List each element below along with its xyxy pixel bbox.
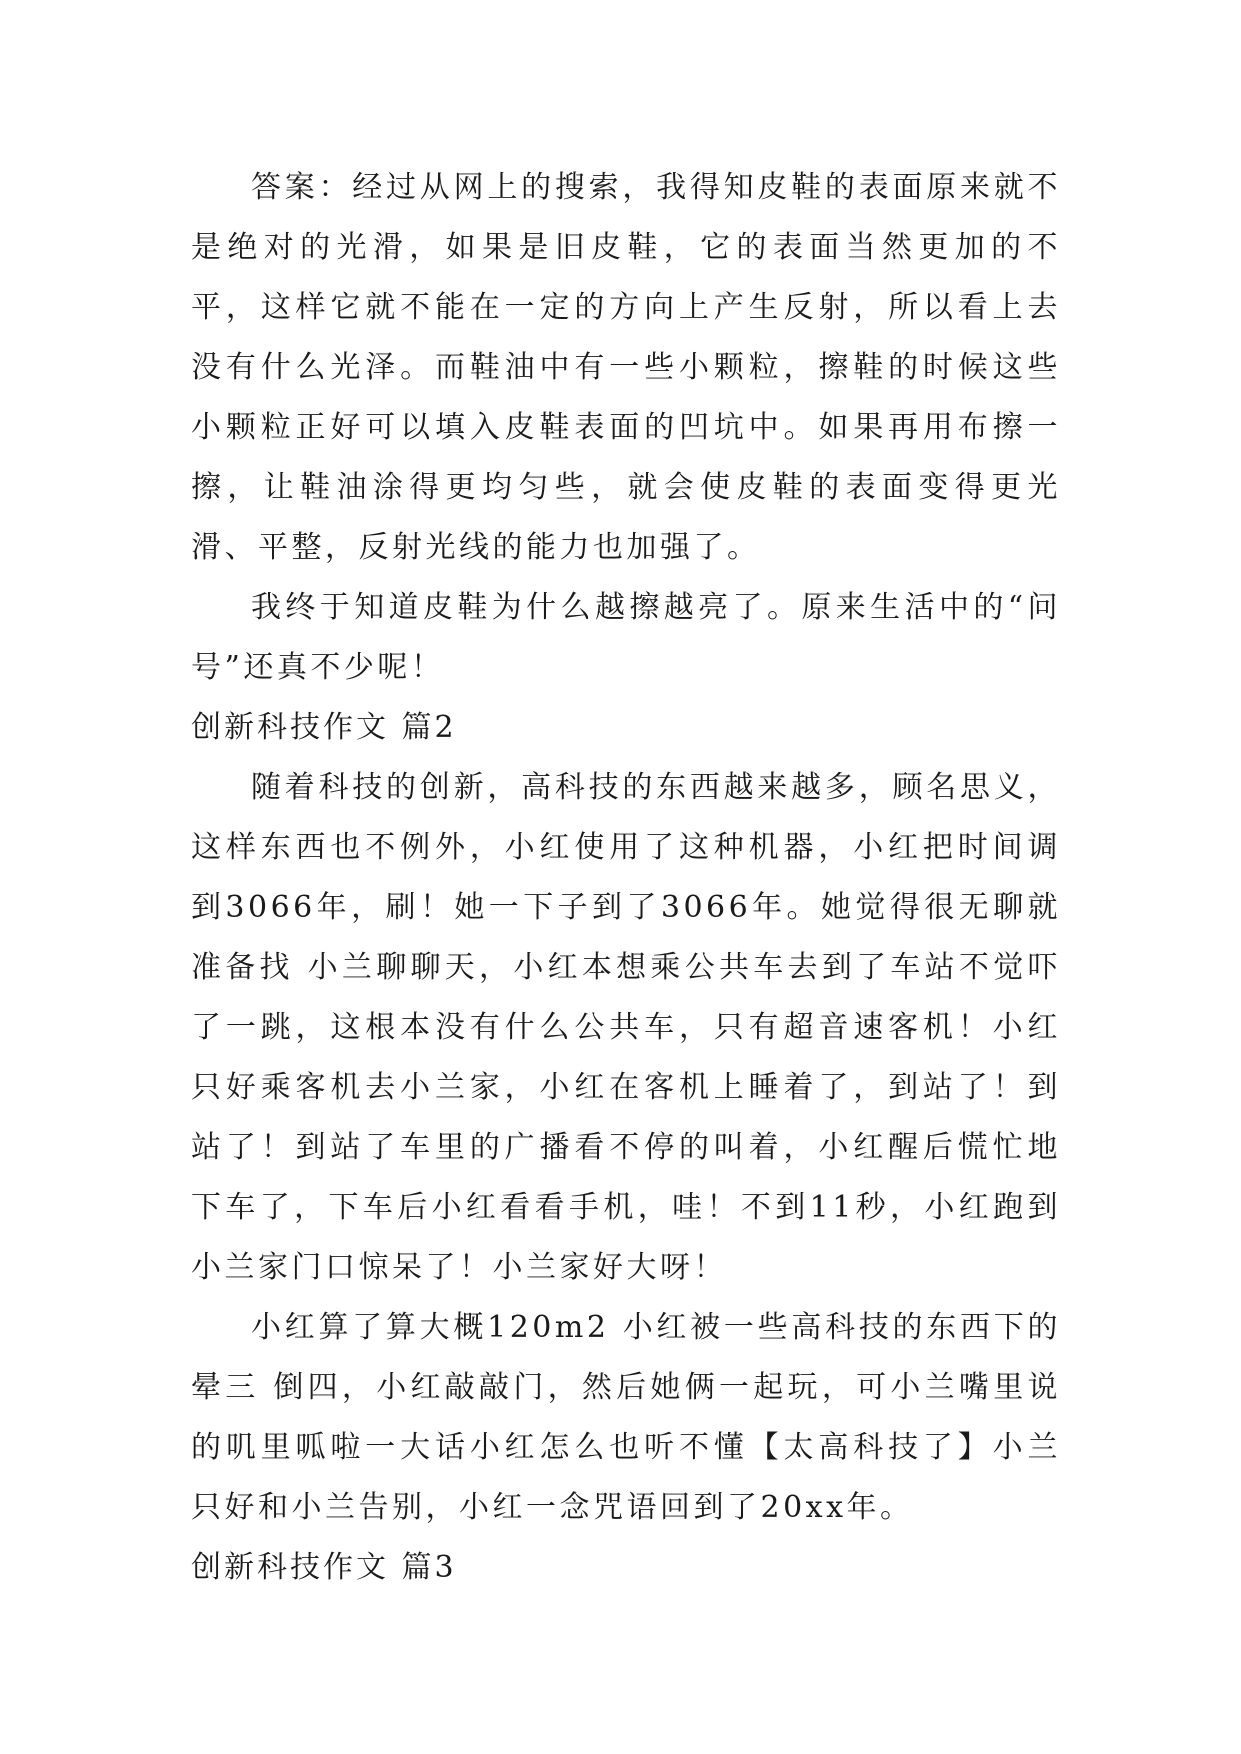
paragraph-conclusion: 我终于知道皮鞋为什么越擦越亮了。原来生活中的“问号”还真不少呢！	[191, 590, 1061, 685]
paragraph-story-1: 随着科技的创新，高科技的东西越来越多，顾名思义，这样东西也不例外，小红使用了这种机器，小红把时间调到3066年，刷！她一下子到了3066年。她觉得很无聊就准备找 小兰聊聊天，小红本想乘公共车去到了车站不觉吓了一跳，这根本没有什么公共车，只有超音速客机！小红只好乘客机去小兰家，小红在客机上睡着了，到站了！到站了！到站了车里的广播看不停的叫着，小红醒后慌忙地下车了，下车后小红看看手机，哇！不到11秒，小红跑到小兰家门口惊呆了！小兰家好大呀！	[191, 770, 1061, 1285]
paragraph-answer: 答案：经过从网上的搜索，我得知皮鞋的表面原来就不是绝对的光滑，如果是旧皮鞋，它的表面当然更加的不平，这样它就不能在一定的方向上产生反射，所以看上去没有什么光泽。而鞋油中有一些小颗粒，擦鞋的时候这些小颗粒正好可以填入皮鞋表面的凹坑中。如果再用布擦一擦，让鞋油涂得更均匀些，就会使皮鞋的表面变得更光滑、平整，反射光线的能力也加强了。	[191, 170, 1061, 565]
document-page	[191, 158, 1061, 1598]
section-heading-3: 创新科技作文 篇3	[191, 1550, 457, 1585]
section-heading-2: 创新科技作文 篇2	[191, 710, 457, 745]
paragraph-story-2: 小红算了算大概120m2 小红被一些高科技的东西下的晕三 倒四，小红敲敲门，然后她俩一起玩，可小兰嘴里说的叽里呱啦一大话小红怎么也听不懂【太高科技了】小兰只好和小兰告别，小红一念咒语回到了20xx年。	[191, 1310, 1061, 1525]
